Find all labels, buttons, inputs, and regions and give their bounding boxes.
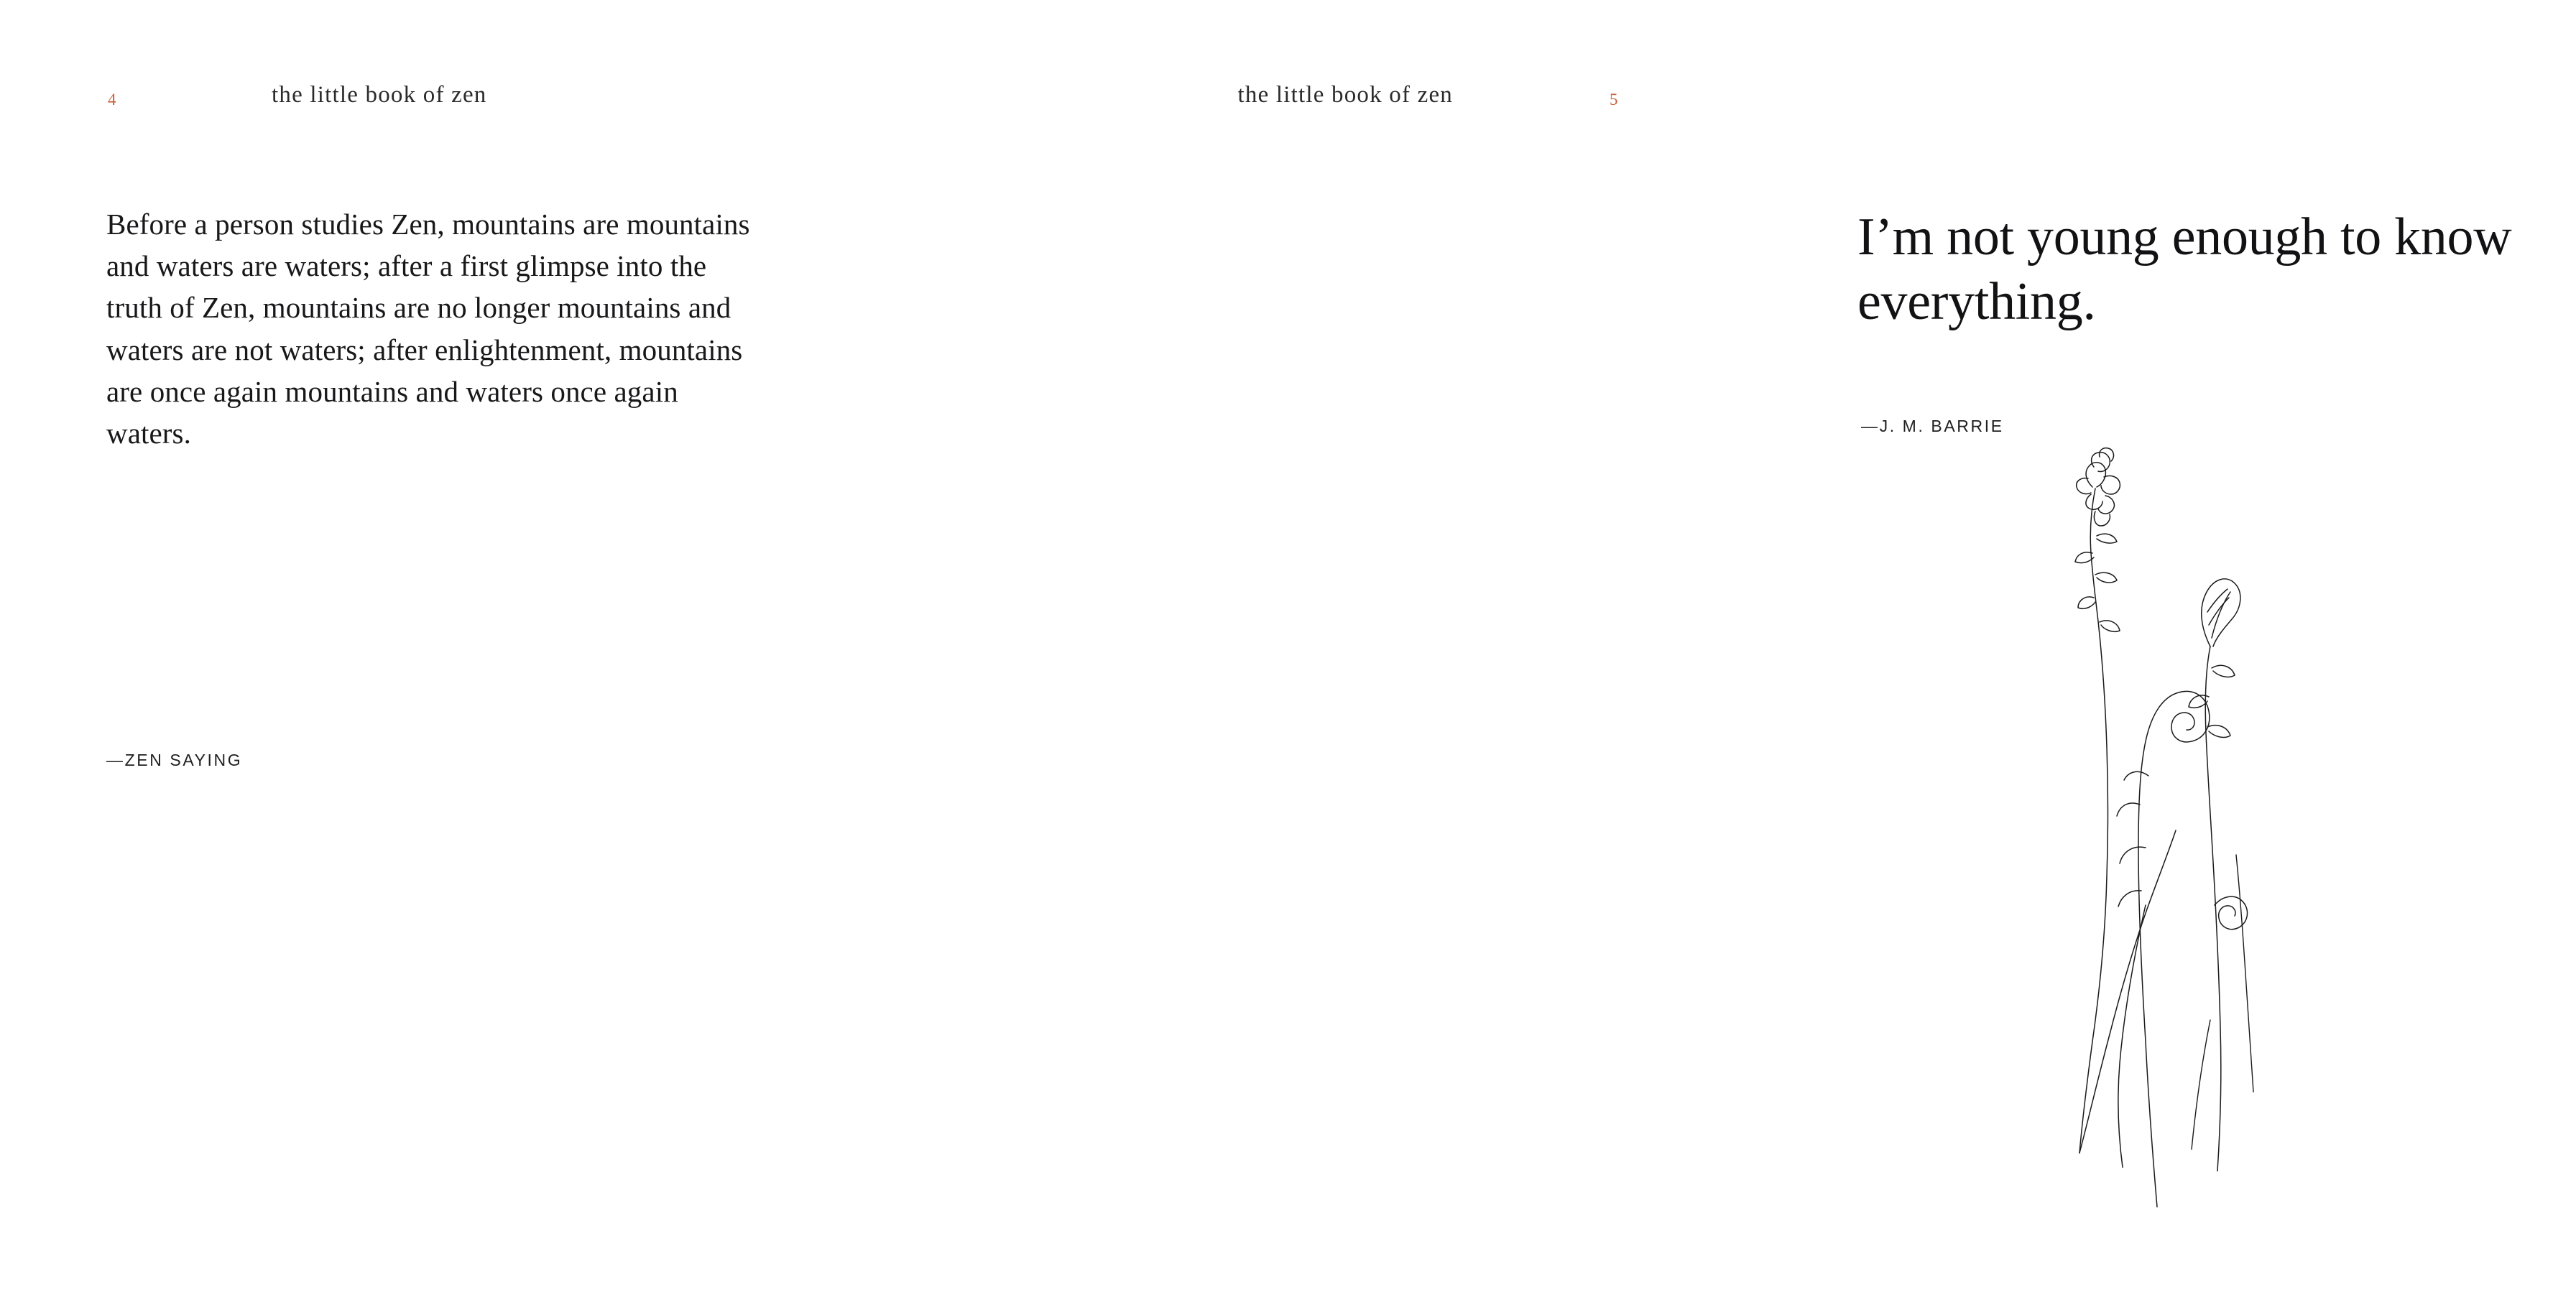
quote-text-right: I’m not young enough to know everything. (1857, 208, 2512, 332)
page-number-right: 5 (1610, 91, 1618, 108)
fern-illustration (2048, 445, 2292, 1207)
quote-attribution-right: —J. M. BARRIE (1861, 417, 2004, 435)
fern-stem-left (2075, 448, 2120, 1153)
fern-fiddlehead-center (2117, 691, 2210, 1207)
fern-stem-crossing-left (2079, 830, 2176, 1167)
quote-text-left: Before a person studies Zen, mountains are mountains and waters are waters; after a first glimpse into the truth of Zen, mountains are no longer mountains and waters are not waters; after enlightenment, mountains are once again mountains and waters once again waters. (106, 208, 750, 450)
left-page (0, 0, 862, 1293)
running-head-right: the little book of zen (1237, 82, 1453, 108)
page-number-left: 4 (108, 91, 116, 108)
quote-attribution-left: —ZEN SAYING (106, 751, 243, 769)
right-page (862, 0, 2512, 1293)
running-head-left: the little book of zen (272, 82, 487, 108)
